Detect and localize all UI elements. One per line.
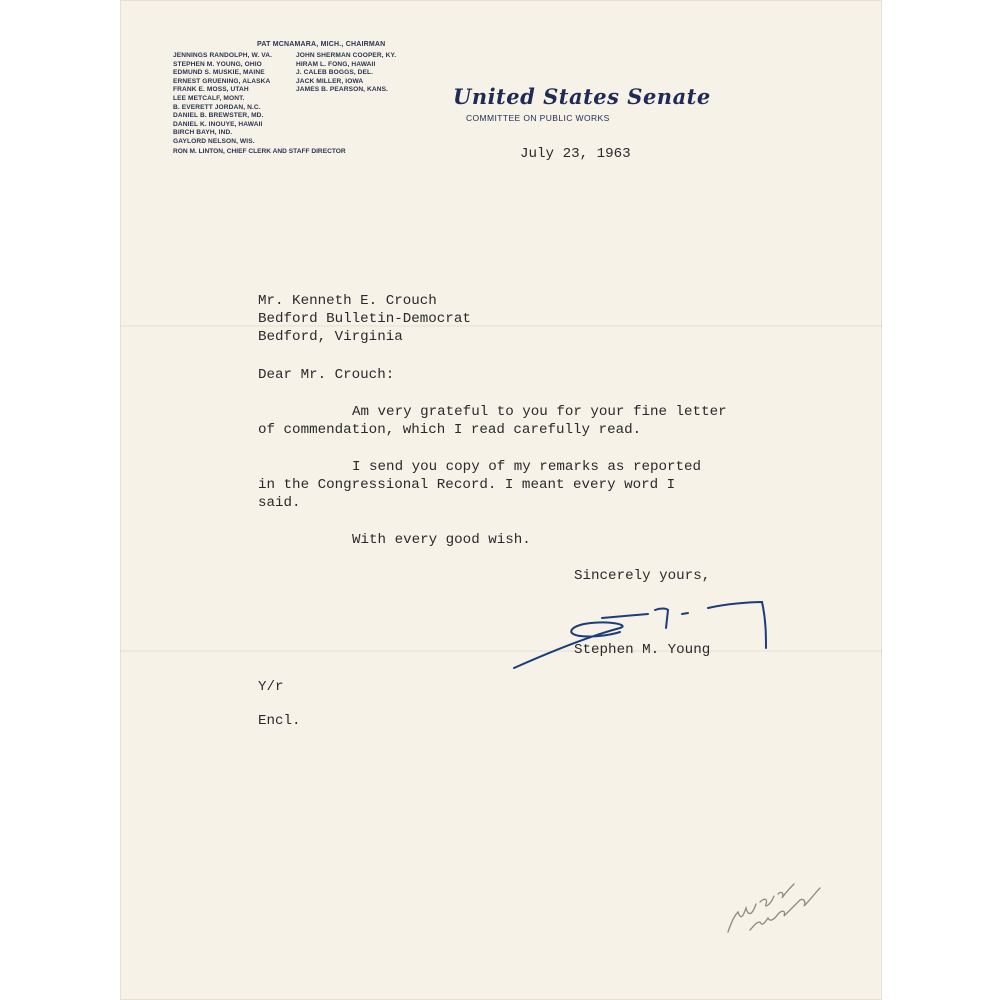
chief-clerk: RON M. LINTON, CHIEF CLERK AND STAFF DIRECTOR [173, 148, 346, 155]
letter-date: July 23, 1963 [520, 146, 631, 162]
member-name: J. CALEB BOGGS, DEL. [296, 69, 374, 77]
member-name: ERNEST GRUENING, ALASKA [173, 77, 271, 85]
member-name: JACK MILLER, IOWA [296, 77, 364, 85]
address-line: Bedford Bulletin-Democrat [258, 311, 471, 327]
member-name: EDMUND S. MUSKIE, MAINE [173, 69, 265, 77]
body-line: in the Congressional Record. I meant every word I [258, 477, 676, 493]
paper-fold [120, 325, 882, 327]
member-name: STEPHEN M. YOUNG, OHIO [173, 60, 262, 68]
body-line: With every good wish. [352, 532, 531, 548]
member-name: DANIEL B. BREWSTER, MD. [173, 112, 264, 120]
body-line: said. [258, 495, 301, 511]
members-list-right [296, 52, 396, 95]
member-name: JOHN SHERMAN COOPER, KY. [296, 52, 397, 59]
body-line: Am very grateful to you for your fine letter [352, 404, 727, 420]
letterhead-title: United States Senate [453, 84, 711, 109]
member-name: GAYLORD NELSON, WIS. [173, 137, 255, 145]
member-name: LEE METCALF, MONT. [173, 94, 245, 102]
salutation: Dear Mr. Crouch: [258, 367, 395, 383]
letter-paper [120, 0, 882, 1000]
member-name: BIRCH BAYH, IND. [173, 129, 233, 137]
body-line: of commendation, which I read carefully read. [258, 422, 642, 438]
enclosure-note: Encl. [258, 713, 301, 729]
address-line: Mr. Kenneth E. Crouch [258, 293, 437, 309]
signer-name: Stephen M. Young [574, 642, 711, 658]
signature-image [510, 590, 780, 680]
address-line: Bedford, Virginia [258, 329, 403, 345]
member-name: JAMES B. PEARSON, KANS. [296, 86, 389, 94]
pencil-annotation [720, 870, 830, 940]
committee-chairman: PAT MCNAMARA, MICH., CHAIRMAN [257, 41, 386, 48]
member-name: FRANK E. MOSS, UTAH [173, 86, 249, 94]
member-name: B. EVERETT JORDAN, N.C. [173, 103, 261, 111]
member-name: JENNINGS RANDOLPH, W. VA. [173, 52, 273, 59]
typist-initials: Y/r [258, 679, 284, 695]
members-list-left [173, 52, 272, 147]
member-name: DANIEL K. INOUYE, HAWAII [173, 120, 263, 128]
committee-name: COMMITTEE ON PUBLIC WORKS [466, 113, 610, 123]
body-line: I send you copy of my remarks as reported [352, 459, 702, 475]
closing: Sincerely yours, [574, 568, 711, 584]
member-name: HIRAM L. FONG, HAWAII [296, 60, 376, 68]
